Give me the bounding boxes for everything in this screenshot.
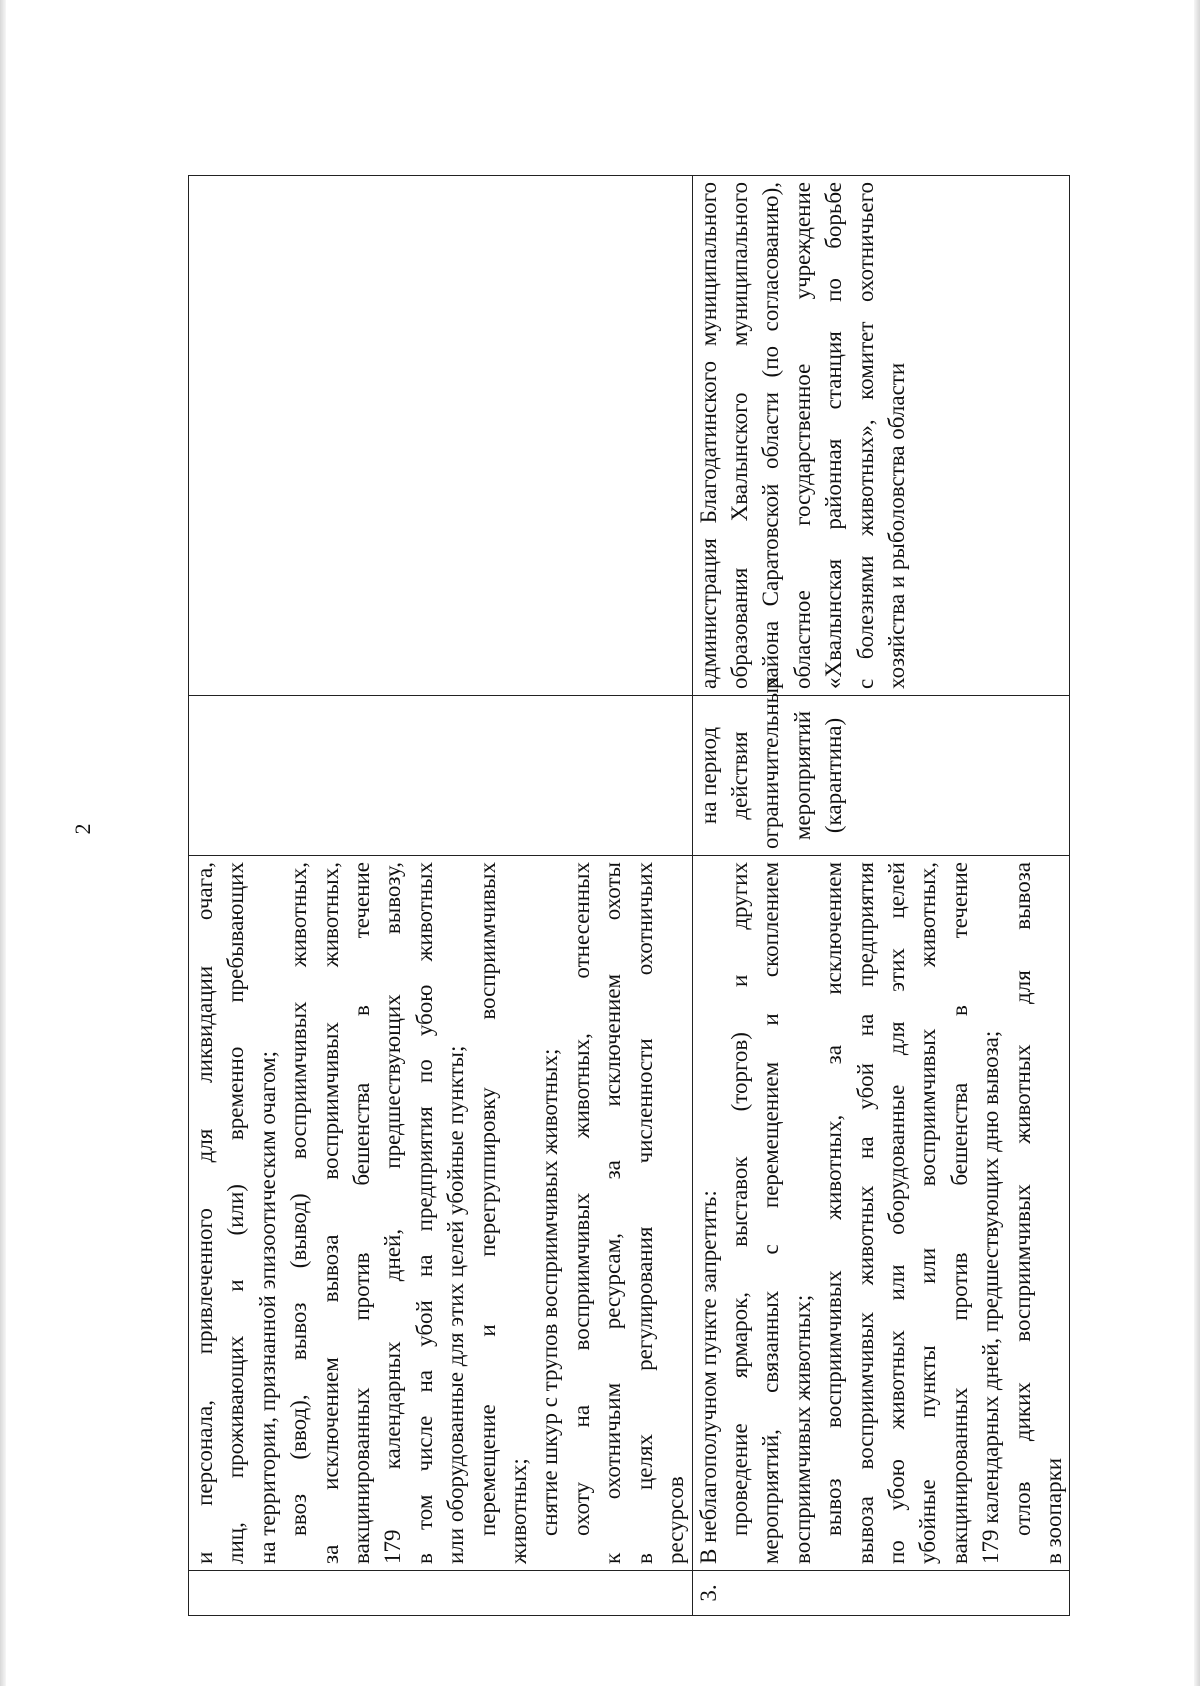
text-line: охоту на восприимчивых животных, отнесенных: [568, 862, 594, 1536]
period-line: (карантина): [821, 717, 847, 834]
text-line: ресурсов: [663, 1476, 689, 1564]
responsible-line: района Саратовской области (по согласованию),: [758, 182, 784, 689]
responsible-line: с болезнями животных», комитет охотничьего: [852, 182, 878, 689]
text-line: В неблагополучном пункте запретить:: [695, 1190, 721, 1564]
text-line: на территории, признанной эпизоотическим очагом;: [254, 1051, 280, 1564]
text-line: за исключением вывоза восприимчивых животных,: [317, 862, 343, 1564]
text-line: в том числе на убой на предприятия по убою животных: [411, 862, 437, 1564]
table-row: [692, 176, 1070, 1616]
period-line: ограничительных: [758, 676, 784, 849]
text-line: или оборудованные для этих целей убойные пункты;: [443, 1045, 469, 1564]
text-line: проведение ярмарок, выставок (торгов) и других: [726, 862, 752, 1536]
text-line: мероприятий, связанных с перемещением и скоплением: [758, 862, 784, 1564]
measure-text-cell: [692, 856, 1070, 1571]
responsible-line: областное государственное учреждение: [789, 182, 815, 689]
text-line: к охотничьим ресурсам, за исключением охоты: [600, 862, 626, 1564]
responsible-line: образования Хвалынского муниципального: [726, 182, 752, 689]
text-line: лиц, проживающих и (или) временно пребывающих: [223, 862, 249, 1564]
text-line: в целях регулирования численности охотничьих: [631, 862, 657, 1564]
responsible-line: администрация Благодатинского муниципального: [695, 182, 721, 689]
row-number-cell: [189, 1571, 693, 1616]
text-line: в зоопарки: [1040, 1457, 1066, 1564]
period-line: действия: [726, 731, 752, 820]
text-line: убойные пункты или восприимчивых животных,: [915, 862, 941, 1564]
text-line: перемещение и перегруппировку восприимчивых: [474, 862, 500, 1536]
responsible-cell: [189, 176, 693, 696]
text-line: 179 календарных дней, предшествующих вывозу,: [380, 862, 406, 1564]
text-line: вывоза восприимчивых животных на убой на предприятия: [852, 862, 878, 1564]
text-line: вывоз восприимчивых животных, за исключением: [821, 862, 847, 1536]
text-line: ввоз (ввод), вывоз (вывод) восприимчивых животных,: [286, 862, 312, 1536]
text-line: вакцинированных против бешенства в течение: [946, 862, 972, 1564]
row-number-cell: 3.: [692, 1571, 1070, 1616]
period-cell: [189, 696, 693, 856]
text-line: восприимчивых животных;: [789, 1294, 815, 1564]
period-cell: [692, 676, 1070, 856]
responsible-line: хозяйства и рыболовства области: [883, 362, 909, 689]
period-line: на период: [695, 726, 721, 825]
text-line: 179 календарных дней, предшествующих дню вывоза;: [978, 1030, 1004, 1564]
measure-text-cell: [189, 856, 693, 1571]
text-line: животных;: [506, 1458, 532, 1564]
responsible-cell: [692, 176, 1070, 696]
table-row: [189, 176, 693, 1616]
text-line: отлов диких восприимчивых животных для вывоза: [1009, 862, 1035, 1536]
page-number: 2: [70, 823, 95, 835]
measures-table: [188, 175, 1070, 1616]
responsible-line: «Хвалынская районная станция по борьбе: [821, 182, 847, 689]
text-line: и персонала, привлеченного для ликвидации очага,: [192, 862, 217, 1564]
period-line: мероприятий: [789, 710, 815, 841]
text-line: снятие шкур с трупов восприимчивых животных;: [537, 1048, 563, 1536]
text-line: по убою животных или оборудованные для этих целей: [883, 862, 909, 1564]
text-line: вакцинированных против бешенства в течение: [349, 862, 375, 1564]
